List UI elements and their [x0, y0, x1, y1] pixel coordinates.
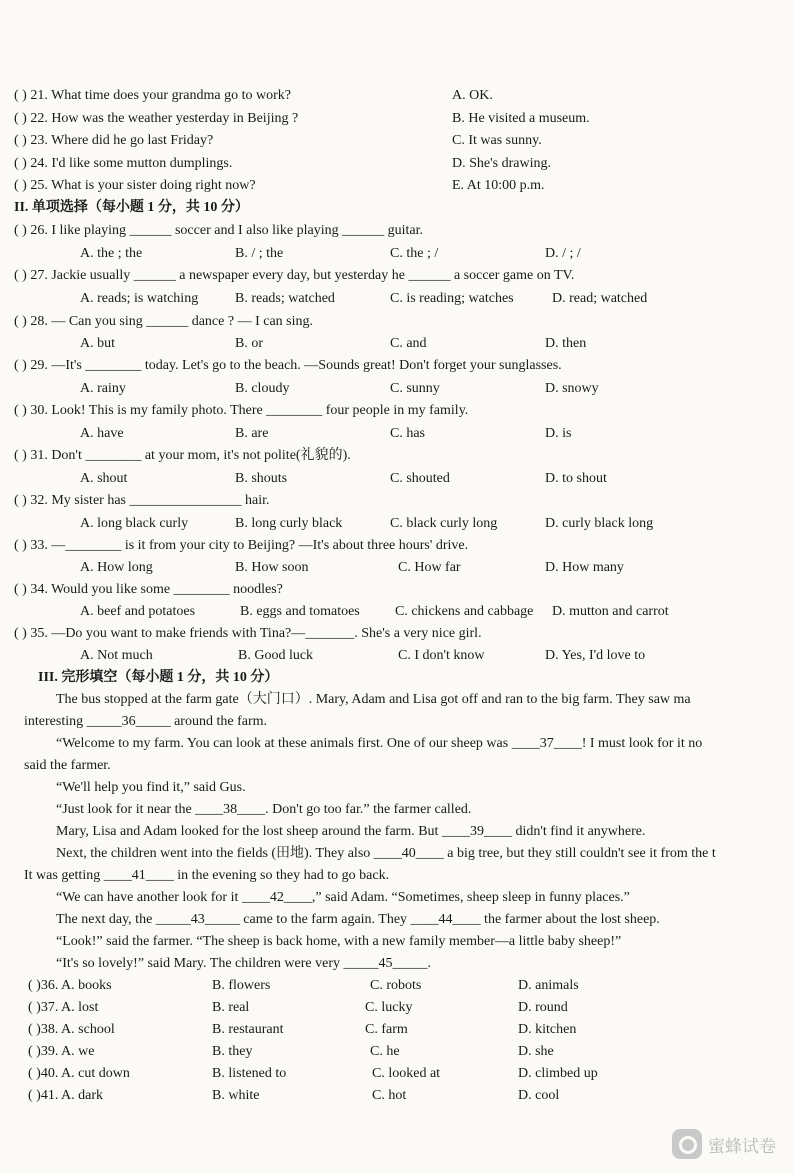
- passage-line: The next day, the _____43_____ came to the farm again. They ____44____ the farmer about the lost sheep.: [56, 912, 660, 927]
- answer-b: B. He visited a museum.: [452, 111, 590, 126]
- option: D. curly black long: [545, 516, 654, 531]
- passage-line: Next, the children went into the fields (田地). They also ____40____ a big tree, but they still couldn't see it from the t: [56, 846, 716, 861]
- question-22: ( ) 22. How was the weather yesterday in Beijing ?: [14, 111, 299, 126]
- option: A. long black curly: [80, 516, 189, 531]
- option: D. read; watched: [552, 291, 648, 306]
- option: B. or: [235, 336, 263, 351]
- option: C. looked at: [372, 1066, 441, 1081]
- option: B. shouts: [235, 471, 288, 486]
- option: D. mutton and carrot: [552, 604, 669, 619]
- option: C. sunny: [390, 381, 440, 396]
- question-34: ( ) 34. Would you like some ________ noodles?: [14, 582, 283, 597]
- watermark: [672, 1129, 776, 1159]
- cloze-39: ( )39. A. we: [28, 1044, 95, 1059]
- option: D. snowy: [545, 381, 599, 396]
- option: B. eggs and tomatoes: [240, 604, 360, 619]
- option: B. real: [212, 1000, 250, 1015]
- option: C. is reading; watches: [390, 291, 514, 306]
- passage-line: Mary, Lisa and Adam looked for the lost sheep around the farm. But ____39____ didn't find it anywhere.: [56, 824, 646, 839]
- question-24: ( ) 24. I'd like some mutton dumplings.: [14, 156, 233, 171]
- option: D. How many: [545, 560, 624, 575]
- option: C. farm: [365, 1022, 408, 1037]
- option: B. / ; the: [235, 246, 284, 261]
- passage-line: “Just look for it near the ____38____. Don't go too far.” the farmer called.: [56, 802, 472, 817]
- option: D. is: [545, 426, 572, 441]
- option: C. the ; /: [390, 246, 439, 261]
- passage-line: “We'll help you find it,” said Gus.: [56, 780, 246, 795]
- option: C. black curly long: [390, 516, 498, 531]
- option: A. How long: [80, 560, 153, 575]
- answer-a: A. OK.: [452, 88, 493, 103]
- question-28: ( ) 28. — Can you sing ______ dance ? — I can sing.: [14, 314, 313, 329]
- cloze-37: ( )37. A. lost: [28, 1000, 99, 1015]
- option: B. How soon: [235, 560, 309, 575]
- question-25: ( ) 25. What is your sister doing right now?: [14, 178, 256, 193]
- question-32: ( ) 32. My sister has ________________ hair.: [14, 493, 270, 508]
- option: B. they: [212, 1044, 253, 1059]
- option: A. rainy: [80, 381, 126, 396]
- option: B. restaurant: [212, 1022, 284, 1037]
- option: C. chickens and cabbage: [395, 604, 534, 619]
- question-35: ( ) 35. —Do you want to make friends with Tina?—_______. She's a very nice girl.: [14, 626, 482, 641]
- option: D. climbed up: [518, 1066, 598, 1081]
- option: B. are: [235, 426, 269, 441]
- option: A. beef and potatoes: [80, 604, 196, 619]
- option: C. shouted: [390, 471, 450, 486]
- passage-line: interesting _____36_____ around the farm.: [24, 714, 268, 729]
- section-2-title: II. 单项选择（每小题 1 分，共 10 分）: [14, 200, 249, 215]
- option: A. reads; is watching: [80, 291, 199, 306]
- option: A. the ; the: [80, 246, 143, 261]
- option: A. shout: [80, 471, 128, 486]
- watermark-logo-icon: [672, 1129, 702, 1159]
- question-27: ( ) 27. Jackie usually ______ a newspaper every day, but yesterday he ______ a soccer game on TV.: [14, 268, 575, 283]
- passage-line: “We can have another look for it ____42____,” said Adam. “Sometimes, sheep sleep in funny places.”: [56, 890, 630, 905]
- question-21: ( ) 21. What time does your grandma go to work?: [14, 88, 291, 103]
- option: C. How far: [398, 560, 461, 575]
- section-3-title: III. 完形填空（每小题 1 分，共 10 分）: [38, 670, 279, 685]
- cloze-38: ( )38. A. school: [28, 1022, 115, 1037]
- option: C. has: [390, 426, 425, 441]
- option: D. to shout: [545, 471, 607, 486]
- option: C. lucky: [365, 1000, 413, 1015]
- option: D. cool: [518, 1088, 560, 1103]
- option: A. have: [80, 426, 124, 441]
- passage-line: said the farmer.: [24, 758, 111, 773]
- option: B. cloudy: [235, 381, 290, 396]
- option: B. listened to: [212, 1066, 287, 1081]
- option: A. Not much: [80, 648, 153, 663]
- passage-line: “It's so lovely!” said Mary. The children were very _____45_____.: [56, 956, 431, 971]
- option: D. / ; /: [545, 246, 581, 261]
- option: A. but: [80, 336, 115, 351]
- option: C. robots: [370, 978, 422, 993]
- passage-line: It was getting ____41____ in the evening so they had to go back.: [24, 868, 390, 883]
- question-31: ( ) 31. Don't ________ at your mom, it's not polite(礼貌的).: [14, 448, 351, 463]
- option: D. animals: [518, 978, 579, 993]
- option: B. reads; watched: [235, 291, 335, 306]
- question-26: ( ) 26. I like playing ______ soccer and I also like playing ______ guitar.: [14, 223, 424, 238]
- option: D. she: [518, 1044, 554, 1059]
- option: D. Yes, I'd love to: [545, 648, 646, 663]
- passage-line: “Welcome to my farm. You can look at these animals first. One of our sheep was ____37____! I must look for it no: [56, 736, 703, 751]
- cloze-36: ( )36. A. books: [28, 978, 112, 993]
- option: B. long curly black: [235, 516, 343, 531]
- option: C. he: [370, 1044, 400, 1059]
- option: C. and: [390, 336, 427, 351]
- option: D. round: [518, 1000, 568, 1015]
- passage-line: The bus stopped at the farm gate（大门口）. Mary, Adam and Lisa got off and ran to the big farm. They saw ma: [56, 692, 691, 707]
- option: D. kitchen: [518, 1022, 577, 1037]
- option: C. I don't know: [398, 648, 485, 663]
- passage-line: “Look!” said the farmer. “The sheep is back home, with a new family member—a little baby sheep!”: [56, 934, 622, 949]
- answer-d: D. She's drawing.: [452, 156, 551, 171]
- option: C. hot: [372, 1088, 407, 1103]
- watermark-text: 蜜蜂试卷: [708, 1136, 776, 1157]
- question-23: ( ) 23. Where did he go last Friday?: [14, 133, 214, 148]
- option: B. Good luck: [238, 648, 314, 663]
- question-30: ( ) 30. Look! This is my family photo. There ________ four people in my family.: [14, 403, 469, 418]
- cloze-41: ( )41. A. dark: [28, 1088, 104, 1103]
- option: B. flowers: [212, 978, 271, 993]
- question-33: ( ) 33. —________ is it from your city to Beijing? —It's about three hours' drive.: [14, 538, 469, 553]
- cloze-40: ( )40. A. cut down: [28, 1066, 130, 1081]
- question-29: ( ) 29. —It's ________ today. Let's go to the beach. —Sounds great! Don't forget your sunglasses.: [14, 358, 562, 373]
- option: D. then: [545, 336, 587, 351]
- option: B. white: [212, 1088, 260, 1103]
- answer-e: E. At 10:00 p.m.: [452, 178, 545, 193]
- answer-c: C. It was sunny.: [452, 133, 542, 148]
